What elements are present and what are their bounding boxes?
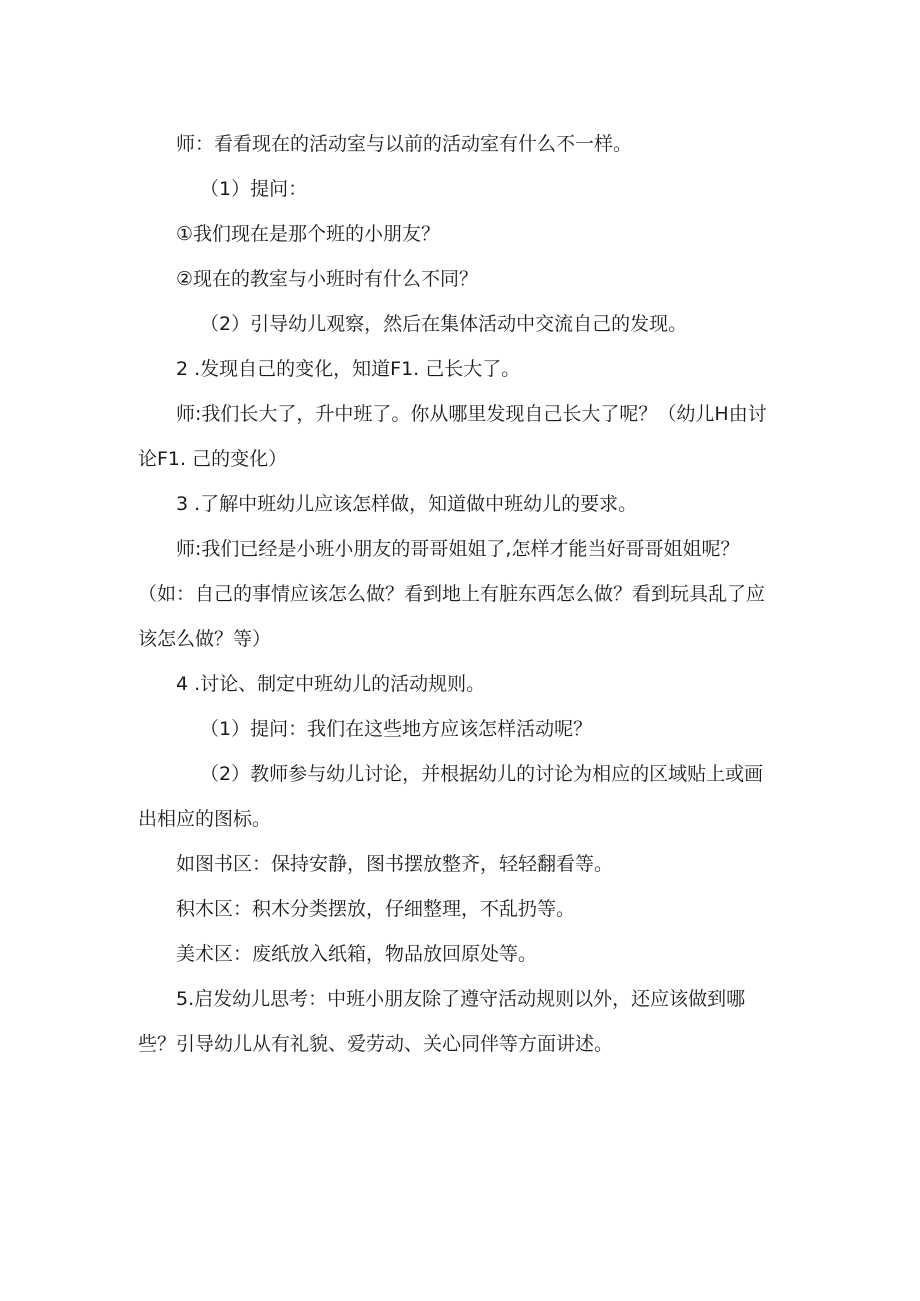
paragraph: 3 .了解中班幼儿应该怎样做，知道做中班幼儿的要求。: [176, 493, 638, 515]
paragraph: 4 .讨论、制定中班幼儿的活动规则。: [176, 673, 486, 695]
paragraph: （2）教师参与幼儿讨论，并根据幼儿的讨论为相应的区域贴上或画出相应的图标。: [138, 763, 764, 830]
paragraph: （1）提问：我们在这些地方应该怎样活动呢？: [200, 718, 593, 740]
paragraph: 师:我们长大了，升中班了。你从哪里发现自己长大了呢？（幼儿H由讨论F1. 己的变化）: [138, 403, 767, 470]
paragraph: 如图书区：保持安静，图书摆放整齐，轻轻翻看等。: [176, 853, 614, 875]
document-body: [138, 122, 778, 1067]
paragraph: ①我们现在是那个班的小朋友？: [176, 223, 441, 245]
paragraph: 5.启发幼儿思考：中班小朋友除了遵守活动规则以外，还应该做到哪些？引导幼儿从有礼貌、爱劳动、关心同伴等方面讲述。: [138, 988, 746, 1055]
paragraph: 2 .发现自己的变化，知道F1. 己长大了。: [176, 358, 521, 380]
paragraph: 积木区：积木分类摆放，仔细整理，不乱扔等。: [176, 898, 576, 920]
paragraph: （2）引导幼儿观察，然后在集体活动中交流自己的发现。: [200, 313, 688, 335]
paragraph: 美术区：废纸放入纸箱，物品放回原处等。: [176, 943, 538, 965]
paragraph: 师:我们已经是小班小朋友的哥哥姐姐了,怎样才能当好哥哥姐姐呢？（如：自己的事情应该怎么做？看到地上有脏东西怎么做？看到玩具乱了应该怎么做？等）: [138, 538, 766, 650]
paragraph: ②现在的教室与小班时有什么不同？: [176, 268, 479, 290]
paragraph: 师：看看现在的活动室与以前的活动室有什么不一样。: [176, 133, 633, 155]
paragraph: （1）提问：: [200, 178, 308, 200]
